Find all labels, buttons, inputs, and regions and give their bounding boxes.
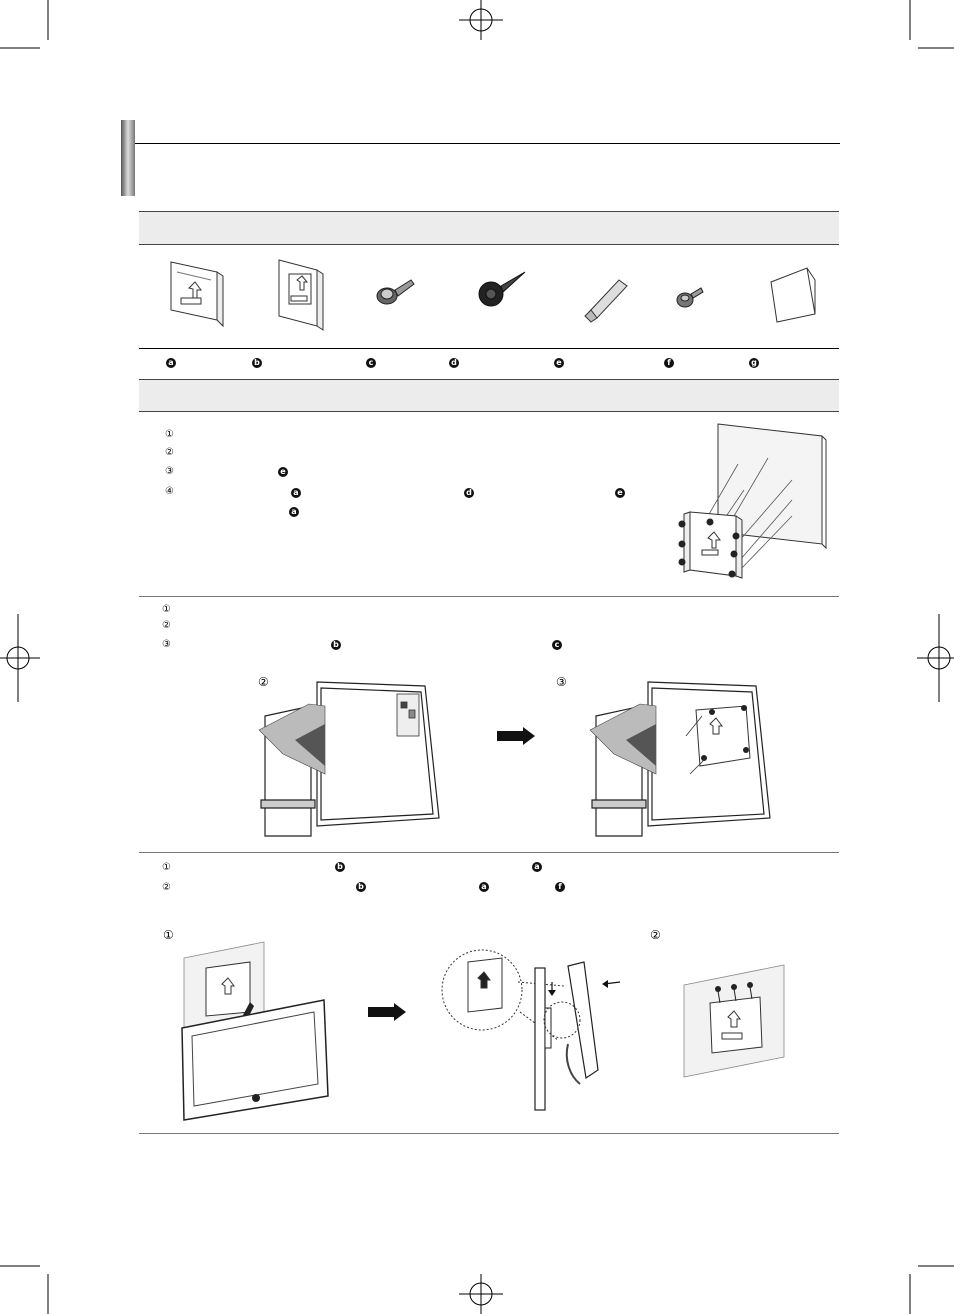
wall-bracket-diagram <box>670 420 830 590</box>
s3-ref-f: f <box>555 882 565 892</box>
title-bar-graphic <box>121 120 135 196</box>
tv-hanging-figure <box>178 936 328 1126</box>
s1-ref-e2: e <box>615 488 625 498</box>
part-label-f: f <box>664 358 674 368</box>
hook-engagement-detail <box>440 942 630 1114</box>
title-rule <box>135 143 840 144</box>
s2-step-3-marker: ③ <box>162 639 171 650</box>
step-1-marker: ① <box>165 429 174 440</box>
wall-bracket-screwed-figure <box>680 963 790 1083</box>
part-label-e: e <box>554 358 564 368</box>
fig2-label: ② <box>258 675 269 689</box>
part-label-c: c <box>366 358 376 368</box>
part-label-b: b <box>252 358 262 368</box>
fig3-label: ③ <box>556 675 567 689</box>
s1-ref-d: d <box>464 488 474 498</box>
parts-header-band <box>139 211 839 245</box>
parts-rule <box>139 348 839 349</box>
s1-ref-a: a <box>291 488 301 498</box>
arrow-right-icon <box>497 727 537 745</box>
parts-illustrations <box>139 250 839 345</box>
s3-ref-a2: a <box>479 882 489 892</box>
step-4-marker: ④ <box>165 486 174 497</box>
s3-step-2-marker: ② <box>162 882 171 893</box>
section1-rule <box>139 596 839 597</box>
s2-ref-c: c <box>552 640 562 650</box>
tv-back-cover-figure <box>255 676 445 841</box>
s3-step-1-marker: ① <box>162 862 171 873</box>
step-3-marker: ③ <box>165 466 174 477</box>
part-label-d: d <box>449 358 459 368</box>
s3-ref-b: b <box>335 862 345 872</box>
s3-ref-b2: b <box>356 882 366 892</box>
arrow-right-icon <box>368 1003 408 1021</box>
part-label-g: g <box>749 358 759 368</box>
s2-step-1-marker: ① <box>162 604 171 615</box>
s1-ref-e: e <box>278 467 288 477</box>
part-label-a: a <box>166 358 176 368</box>
section3-rule <box>139 1133 839 1134</box>
step-2-marker: ② <box>165 447 174 458</box>
s2-step-2-marker: ② <box>162 620 171 631</box>
s1-ref-a2: a <box>289 507 299 517</box>
tv-back-bracket-figure <box>586 676 776 841</box>
s3-fig1-label: ① <box>163 928 174 942</box>
s2-ref-b: b <box>331 640 341 650</box>
s3-ref-a: a <box>532 862 542 872</box>
section2-rule <box>139 852 839 853</box>
s3-fig2-label: ② <box>650 928 661 942</box>
section1-header-band <box>139 379 839 412</box>
